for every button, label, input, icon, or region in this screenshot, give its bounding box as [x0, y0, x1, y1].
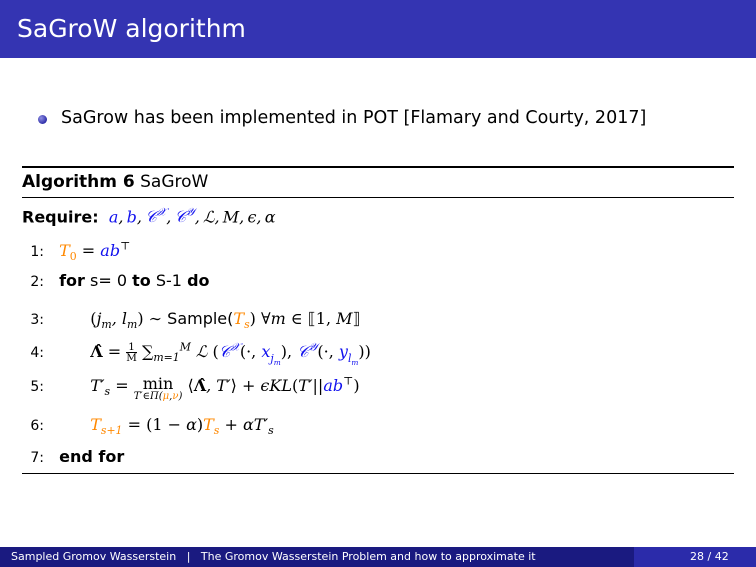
- algo-line-6: [22, 415, 274, 439]
- line-6-math: $T_{s+1} = (1 - \alpha)T_s + \alpha T'_s$: [90, 415, 274, 438]
- bullet-icon: [38, 115, 47, 124]
- line-1-math: $T_0 = ab^⊤$: [59, 240, 131, 264]
- keyword-do: do: [187, 271, 210, 290]
- algo-line-2: [22, 271, 210, 295]
- sample-word: Sample(: [167, 309, 234, 328]
- line-number: 4:: [30, 345, 44, 362]
- algorithm-label: Algorithm 6: [22, 172, 135, 192]
- algo-line-7: [22, 447, 124, 471]
- line-4-math: Λ̂ = $\frac{1}{M} \sum_{m=1}^M$ ℒ (𝒞$^𝒳$(·, $x_{j_m}$), 𝒞$^𝒴$(·, $y_{l_m}$)): [90, 340, 371, 367]
- algorithm-title-rule: [22, 197, 734, 198]
- algo-line-4: [22, 341, 371, 365]
- algo-line-1: [22, 240, 130, 264]
- algo-line-3: 3: ($j_m$, $l_m$) ∼ $Sample(T_s)$ ∀m ∈ ⟦1, M⟧: [22, 309, 360, 333]
- footer-title: Sampled Gromov Wasserstein | The Gromov Wasserstein Problem and how to approximate it: [0, 547, 634, 567]
- slide-title: SaGroW algorithm: [17, 14, 246, 43]
- bullet-text: SaGrow has been implemented in POT [Flamary and Courty, 2017]: [61, 108, 647, 128]
- algo-line-5: [22, 374, 360, 402]
- require-line: [22, 206, 276, 227]
- require-label: Require:: [22, 207, 99, 227]
- algorithm-bottom-rule: [22, 473, 734, 474]
- keyword-to: to: [132, 271, 151, 290]
- end-for: end for: [59, 447, 125, 466]
- line-5-math: $T'_s = \min$ T′∈Π(μ,ν) ⟨Λ̂, T′⟩ + ϵKL(T′||ab⊤): [90, 374, 360, 402]
- bullet-item: [48, 108, 646, 128]
- algorithm-name: SaGroW: [140, 172, 209, 192]
- slide-header: [0, 0, 756, 58]
- algorithm-title: [22, 172, 208, 192]
- line-number: 6:: [30, 418, 44, 434]
- line-3-math: ($j_m$, $l_m$) ∼: [90, 309, 168, 332]
- loop-end: S-1: [155, 271, 182, 290]
- keyword-for: for: [59, 271, 85, 290]
- slide-footer: [0, 547, 756, 567]
- require-inputs: a, b, 𝒞$^𝒳$, 𝒞$^𝒴$, ℒ, M, ϵ, α: [108, 206, 276, 227]
- line-number: 5:: [30, 379, 44, 396]
- line-number: 1:: [30, 244, 44, 261]
- loop-start: s= 0: [90, 271, 128, 290]
- algorithm-top-rule: [22, 166, 734, 168]
- line-number: 3:: [30, 312, 44, 328]
- line-number: 2:: [30, 274, 44, 290]
- footer-page-number: 28 / 42: [634, 547, 756, 567]
- line-number: 7:: [30, 450, 44, 466]
